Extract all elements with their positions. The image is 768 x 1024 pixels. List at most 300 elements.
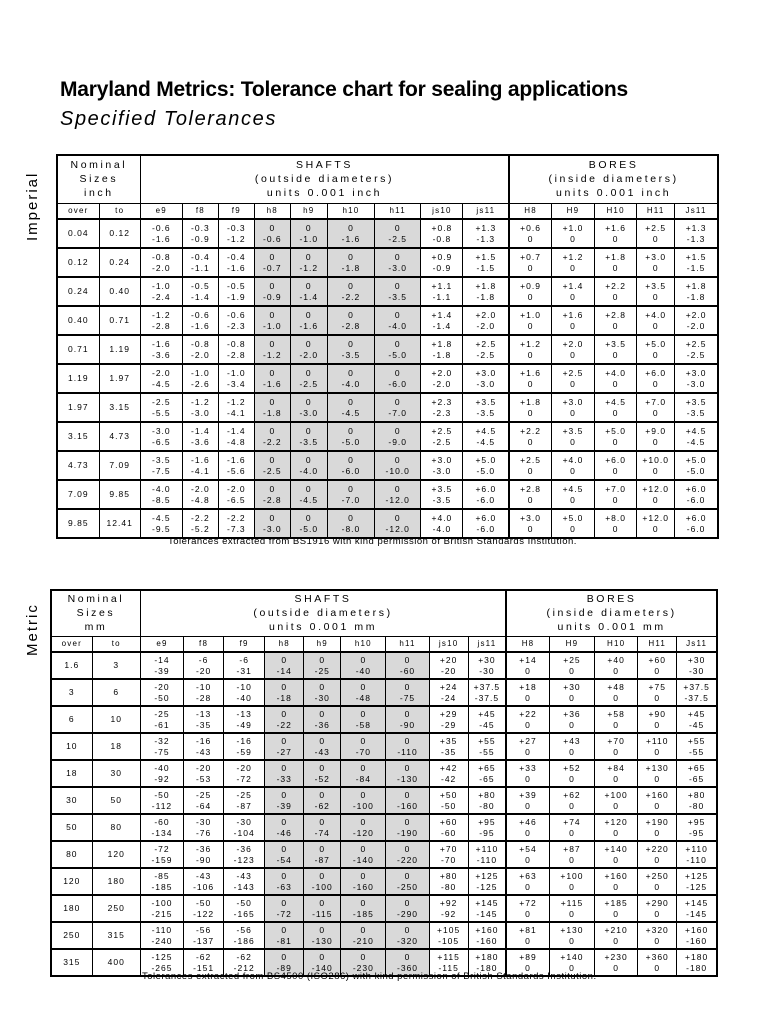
upper-deviation: 0 [281,654,288,665]
shafts-header-line: (outside diameters) [254,173,395,186]
tolerance-cell [509,335,551,364]
page-title: Maryland Metrics: Tolerance chart for sealing applications [60,78,629,101]
tolerance-cell [677,679,717,706]
lower-deviation: -4.5 [299,494,319,505]
upper-deviation: 0 [394,512,401,523]
lower-deviation: -4.8 [191,494,210,505]
upper-deviation: +1.0 [520,309,541,320]
lower-deviation: 0 [654,773,661,784]
upper-deviation: -16 [236,735,252,746]
tolerance-cell [375,364,421,393]
upper-deviation: 0 [281,735,288,746]
lower-deviation: 0 [569,881,575,892]
lower-deviation: -75 [154,746,170,757]
upper-deviation: +3.0 [562,396,584,407]
lower-deviation: -52 [314,773,330,784]
upper-deviation: +3.5 [475,396,497,407]
upper-deviation: 0 [305,454,312,465]
lower-deviation: -3.0 [476,378,496,389]
tolerance-cell [182,219,218,248]
tolerance-cell [509,219,551,248]
tolerance-cell [463,422,509,451]
tolerance-cell [182,364,218,393]
upper-deviation: 0 [404,762,411,773]
lower-deviation: -2.2 [341,291,361,302]
tolerance-cell [375,509,421,538]
lower-deviation: -65 [479,773,495,784]
upper-deviation: -6 [239,654,249,665]
upper-deviation: -125 [151,951,173,962]
tolerance-cell [304,787,341,814]
upper-deviation: 0 [360,870,367,881]
upper-deviation: 0 [404,843,411,854]
tolerance-cell [677,760,717,787]
lower-deviation: -143 [233,881,255,892]
tolerance-cell [140,451,182,480]
column-label: Js11 [677,636,717,652]
lower-deviation: -7.5 [151,465,171,476]
tolerance-cell [304,868,341,895]
column-label: f9 [218,203,254,219]
upper-deviation: +37.5 [683,681,710,692]
upper-deviation: -50 [236,897,252,908]
upper-deviation: +14 [519,654,537,665]
tolerance-cell [140,277,182,306]
lower-deviation: -115 [312,908,333,919]
lower-deviation: -185 [151,881,173,892]
lower-deviation: -130 [397,773,419,784]
lower-deviation: -4.5 [341,407,361,418]
column-label: Js11 [675,203,718,219]
lower-deviation: -151 [193,962,215,973]
tolerance-cell [468,733,506,760]
tolerance-cell [182,422,218,451]
tolerance-cell [140,422,182,451]
tolerance-cell [140,841,183,868]
upper-deviation: +72 [519,897,537,908]
tolerance-cell [386,787,429,814]
upper-deviation: +60 [648,654,666,665]
lower-deviation: -50 [154,692,170,703]
lower-deviation: 0 [652,349,659,360]
tolerance-cell [675,451,718,480]
column-label: H11 [637,203,675,219]
lower-deviation: -3.5 [388,291,408,302]
tolerance-cell [327,422,374,451]
tolerance-cell [265,706,304,733]
lower-deviation: -2.2 [262,436,282,447]
tolerance-cell [327,219,374,248]
lower-deviation: -160 [352,881,374,892]
upper-deviation: +95 [478,816,496,827]
lower-deviation: -290 [397,908,419,919]
lower-deviation: -3.5 [686,407,706,418]
tolerance-cell [463,364,509,393]
lower-deviation: 0 [569,827,575,838]
lower-deviation: -0.9 [432,262,452,273]
upper-deviation: +0.9 [431,251,453,262]
tolerance-cell [218,277,254,306]
lower-deviation: -160 [476,935,498,946]
upper-deviation: 0 [394,280,401,291]
upper-deviation: 0 [281,897,288,908]
upper-deviation: +33 [519,762,537,773]
upper-deviation: +7.0 [645,396,667,407]
tolerance-cell [290,451,327,480]
size-over-cell: 9.85 [57,509,99,538]
tolerance-cell [549,760,594,787]
upper-deviation: +4.5 [685,425,707,436]
upper-deviation: +160 [475,924,499,935]
upper-deviation: +12.0 [642,483,669,494]
tolerance-cell [506,760,549,787]
upper-deviation: 0 [360,843,367,854]
upper-deviation: +1.5 [475,251,497,262]
bores-header-line: (inside diameters) [548,173,679,186]
upper-deviation: +110 [645,735,669,746]
tolerance-cell [341,760,386,787]
tolerance-cell [375,393,421,422]
upper-deviation: 0 [360,681,367,692]
lower-deviation: -75 [399,692,416,703]
upper-deviation: 0 [269,425,276,436]
lower-deviation: -110 [476,854,498,865]
table-row [51,733,717,760]
tolerance-cell [595,841,638,868]
lower-deviation: -230 [352,962,374,973]
lower-deviation: -115 [438,962,459,973]
tolerance-cell [429,787,468,814]
tolerance-cell [327,480,374,509]
lower-deviation: -30 [688,665,705,676]
lower-deviation: 0 [527,349,534,360]
lower-deviation: 0 [613,854,619,865]
tolerance-cell [290,364,327,393]
upper-deviation: 0 [394,425,401,436]
table-row [57,335,718,364]
upper-deviation: +45 [687,708,706,719]
tolerance-cell [265,787,304,814]
tolerance-cell [675,364,718,393]
lower-deviation: -7.3 [227,523,246,534]
upper-deviation: +3.5 [685,396,707,407]
lower-deviation: 0 [569,854,575,865]
tolerance-cell [140,814,183,841]
tolerance-cell [327,277,374,306]
upper-deviation: -0.6 [191,309,210,320]
size-to-cell: 3.15 [99,393,140,422]
lower-deviation: -70 [355,746,371,757]
lower-deviation: -12.0 [385,494,410,505]
tolerance-cell [595,922,638,949]
tolerance-cell [421,451,463,480]
upper-deviation: +1.0 [562,222,584,233]
upper-deviation: +95 [687,816,706,827]
lower-deviation: -6.0 [476,523,496,534]
lower-deviation: -186 [233,935,255,946]
lower-deviation: -59 [236,746,252,757]
tolerance-cell [254,480,290,509]
upper-deviation: -20 [154,681,170,692]
upper-deviation: +81 [519,924,537,935]
tolerance-cell [341,895,386,922]
tolerance-cell [463,509,509,538]
lower-deviation: 0 [525,746,531,757]
upper-deviation: +20 [439,654,458,665]
lower-deviation: -3.0 [262,523,282,534]
nominal-sizes-header [51,590,140,636]
tolerance-cell [595,364,637,393]
tolerance-cell [421,277,463,306]
tolerance-cell [254,277,290,306]
lower-deviation: -5.0 [388,349,408,360]
lower-deviation: -1.4 [191,291,210,302]
tolerance-cell [429,706,468,733]
tolerance-cell [675,277,718,306]
upper-deviation: +9.0 [645,425,667,436]
size-to-cell: 0.24 [99,248,140,277]
tolerance-cell [140,335,182,364]
tolerance-cell [265,841,304,868]
upper-deviation: -2.2 [227,512,246,523]
upper-deviation: 0 [404,924,411,935]
table-row [51,652,717,679]
tolerance-cell [506,733,549,760]
upper-deviation: 0 [394,367,401,378]
upper-deviation: -3.5 [151,454,171,465]
upper-deviation: 0 [319,951,326,962]
upper-deviation: +320 [645,924,669,935]
bores-header-line: units 0.001 inch [556,187,672,200]
lower-deviation: -87 [236,800,252,811]
size-over-cell: 180 [51,895,92,922]
tolerance-cell [341,841,386,868]
upper-deviation: 0 [269,396,276,407]
upper-deviation: 0 [348,280,354,291]
size-over-cell: 3.15 [57,422,99,451]
upper-deviation: +36 [563,708,581,719]
upper-deviation: +3.5 [605,338,626,349]
column-label: js11 [468,636,506,652]
tolerance-cell [224,814,265,841]
column-label: f8 [182,203,218,219]
upper-deviation: -2.0 [151,367,171,378]
lower-deviation: -3.6 [191,436,210,447]
tolerance-cell [463,451,509,480]
upper-deviation: +160 [604,870,628,881]
tolerance-cell [675,422,718,451]
size-over-cell: 30 [51,787,92,814]
lower-deviation: -64 [195,800,212,811]
tolerance-cell [265,895,304,922]
lower-deviation: -55 [688,746,705,757]
tolerance-cell [595,248,637,277]
tolerance-cell [182,248,218,277]
upper-deviation: 0 [281,951,288,962]
tolerance-cell [549,787,594,814]
size-over-cell: 4.73 [57,451,99,480]
tolerance-cell [551,393,594,422]
lower-deviation: 0 [570,262,576,273]
tolerance-cell [304,652,341,679]
tolerance-cell [506,706,549,733]
tolerance-cell [341,814,386,841]
upper-deviation: -32 [154,735,170,746]
upper-deviation: -30 [236,816,252,827]
upper-deviation: +4.0 [645,309,667,320]
size-to-cell: 10 [92,706,140,733]
lower-deviation: -92 [154,773,170,784]
bores-header [509,155,718,203]
upper-deviation: +1.4 [562,280,584,291]
upper-deviation: -2.0 [191,483,210,494]
tolerance-cell [506,922,549,949]
lower-deviation: -49 [236,719,252,730]
size-to-cell: 400 [92,949,140,976]
upper-deviation: 0 [305,483,312,494]
lower-deviation: -250 [397,881,419,892]
lower-deviation: -10.0 [385,465,410,476]
upper-deviation: 0 [360,816,367,827]
lower-deviation: -60 [440,827,457,838]
lower-deviation: -46 [276,827,292,838]
upper-deviation: +1.2 [562,251,584,262]
tolerance-cell [218,422,254,451]
size-over-cell: 18 [51,760,92,787]
upper-deviation: -50 [154,789,170,800]
lower-deviation: 0 [527,291,534,302]
lower-deviation: -60 [399,665,416,676]
tolerance-cell [327,364,374,393]
lower-deviation: -4.0 [299,465,319,476]
upper-deviation: +40 [607,654,625,665]
tolerance-cell [429,895,468,922]
lower-deviation: -40 [355,665,371,676]
table-row [51,706,717,733]
upper-deviation: +3.0 [475,367,497,378]
lower-deviation: 0 [570,494,576,505]
upper-deviation: -62 [236,951,252,962]
lower-deviation: -33 [276,773,292,784]
tolerance-cell [638,733,677,760]
tolerance-cell [182,393,218,422]
upper-deviation: -62 [195,951,212,962]
upper-deviation: +1.3 [475,222,497,233]
tolerance-cell [140,480,182,509]
table-row [57,219,718,248]
upper-deviation: -0.6 [227,309,246,320]
shafts-header-line: units 0.001 mm [268,621,378,634]
upper-deviation: +1.1 [431,280,453,291]
lower-deviation: -125 [476,881,498,892]
lower-deviation: -3.0 [388,262,408,273]
lower-deviation: -1.2 [299,262,319,273]
tolerance-cell [184,814,224,841]
upper-deviation: -25 [195,789,212,800]
bores-header-line: BORES [586,593,637,606]
lower-deviation: -160 [397,800,419,811]
lower-deviation: -6.5 [151,436,171,447]
size-to-cell: 1.19 [99,335,140,364]
upper-deviation: +50 [439,789,458,800]
lower-deviation: -2.8 [341,320,361,331]
table-row [51,922,717,949]
lower-deviation: -145 [476,908,498,919]
upper-deviation: -100 [151,897,173,908]
size-over-cell: 50 [51,814,92,841]
tolerance-cell [386,760,429,787]
upper-deviation: +12.0 [642,512,669,523]
upper-deviation: 0 [269,222,276,233]
upper-deviation: -0.4 [191,251,210,262]
tolerance-cell [677,814,717,841]
tolerance-cell [509,306,551,335]
tolerance-cell [595,509,637,538]
tolerance-cell [468,706,506,733]
lower-deviation: 0 [570,523,576,534]
upper-deviation: 0 [319,789,326,800]
metric-footnote: Tolerances extracted from BS4500 (ISO286) with kind permission of British Standards Institution. [142,971,597,982]
upper-deviation: +2.5 [520,454,541,465]
lower-deviation: -1.5 [476,262,496,273]
lower-deviation: -25 [314,665,330,676]
tolerance-cell [677,895,717,922]
lower-deviation: -215 [151,908,173,919]
lower-deviation: -1.8 [432,349,452,360]
size-to-cell: 250 [92,895,140,922]
tolerance-cell [463,335,509,364]
tolerance-cell [290,509,327,538]
bores-header [506,590,717,636]
upper-deviation: +0.6 [520,222,541,233]
tolerance-cell [341,679,386,706]
upper-deviation: +110 [475,843,499,854]
tolerance-cell [254,219,290,248]
upper-deviation: +70 [607,735,625,746]
lower-deviation: -1.9 [227,291,246,302]
lower-deviation: 0 [652,320,659,331]
lower-deviation: 0 [654,881,661,892]
lower-deviation: -39 [276,800,292,811]
tolerance-cell [429,814,468,841]
upper-deviation: -4.0 [151,483,171,494]
upper-deviation: +29 [439,708,458,719]
lower-deviation: 0 [652,291,659,302]
upper-deviation: -25 [154,708,170,719]
lower-deviation: 0 [525,935,531,946]
tolerance-cell [429,733,468,760]
upper-deviation: -0.8 [191,338,210,349]
lower-deviation: -105 [438,935,460,946]
tolerance-cell [463,480,509,509]
upper-deviation: 0 [281,870,288,881]
tolerance-cell [386,733,429,760]
lower-deviation: -6.0 [388,378,408,389]
lower-deviation: 0 [613,881,619,892]
bores-header-line: (inside diameters) [546,607,677,620]
lower-deviation: -95 [479,827,495,838]
lower-deviation: -1.5 [686,262,706,273]
tolerance-cell [677,733,717,760]
upper-deviation: -43 [195,870,212,881]
size-over-cell: 0.24 [57,277,99,306]
upper-deviation: +105 [437,924,461,935]
upper-deviation: +25 [563,654,581,665]
lower-deviation: -100 [352,800,374,811]
tolerance-cell [265,814,304,841]
tolerance-cell [677,922,717,949]
tolerance-cell [304,895,341,922]
